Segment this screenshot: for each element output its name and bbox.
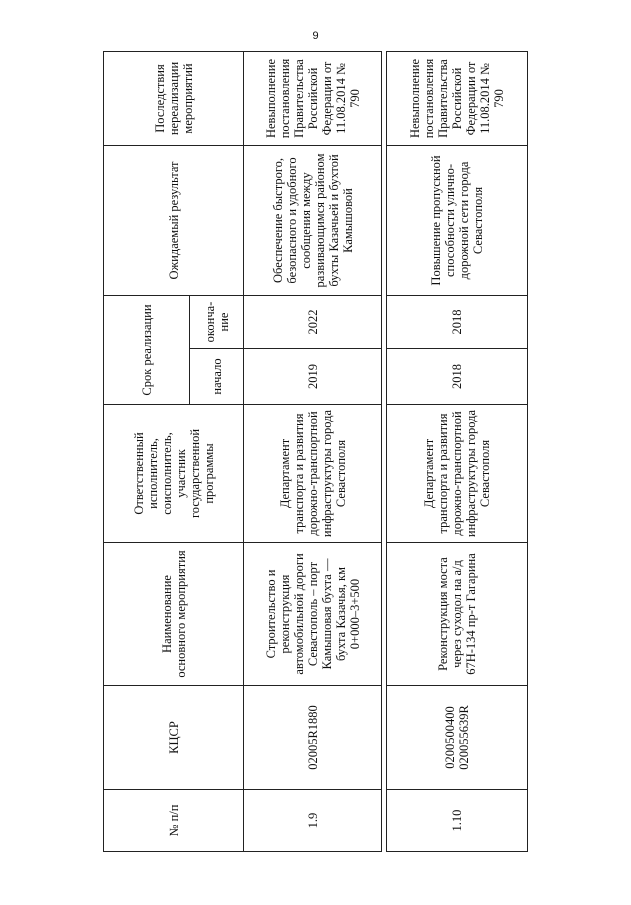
header-end: оконча-ние xyxy=(190,295,244,348)
cell-consequences: Невыполнение постановления Правительства Российской Федерации от 11.08.2014 № 790 xyxy=(244,51,382,145)
cell-end: 2022 xyxy=(244,295,382,348)
header-start: начало xyxy=(190,349,244,405)
page-number: 9 xyxy=(312,30,319,42)
cell-num: 1.10 xyxy=(387,790,528,852)
rotated-table-container xyxy=(103,52,526,852)
header-row xyxy=(104,51,190,851)
cell-consequences: Невыполнение постановления Правительства Российской Федерации от 11.08.2014 № 790 xyxy=(387,51,528,145)
header-term: Срок реализации xyxy=(104,295,190,404)
header-executor: Ответственный исполнитель, соисполнитель, участник государственной программы xyxy=(104,405,244,543)
header-consequences: Последствия нереализации мероприятий xyxy=(104,51,244,145)
cell-result: Обеспечение быстрого, безопасного и удобного сообщения между развивающимся районом бухты Казачьей и бухтой Камышовой xyxy=(244,145,382,295)
cell-num: 1.9 xyxy=(244,790,382,852)
cell-executor: Департамент транспорта и развития дорожно-транспортной инфраструктуры города Севастополя xyxy=(244,405,382,543)
header-name: Наименование основного мероприятия xyxy=(104,543,244,686)
table-row xyxy=(387,51,528,851)
header-kcsr: КЦСР xyxy=(104,686,244,790)
measures-table xyxy=(103,51,528,852)
cell-start: 2019 xyxy=(244,349,382,405)
cell-kcsr: 0200500400 020055639R xyxy=(387,686,528,790)
cell-result: Повышение пропускной способности улично-дорожной сети города Севастополя xyxy=(387,145,528,295)
cell-executor: Департамент транспорта и развития дорожно-транспортной инфраструктуры города Севастополя xyxy=(387,405,528,543)
table-row xyxy=(244,51,382,851)
header-result: Ожидаемый результат xyxy=(104,145,244,295)
cell-start: 2018 xyxy=(387,349,528,405)
cell-name: Реконструкция моста через суходол на а/д 67Н-134 пр-т Гагарина xyxy=(387,543,528,686)
cell-kcsr: 02005R1880 xyxy=(244,686,382,790)
cell-name: Строительство и реконструкция автомобильной дороги Севастополь – порт Камышовая бухта — бухта Казачья, км 0+000–3+500 xyxy=(244,543,382,686)
header-num: № п/п xyxy=(104,790,244,852)
cell-end: 2018 xyxy=(387,295,528,348)
